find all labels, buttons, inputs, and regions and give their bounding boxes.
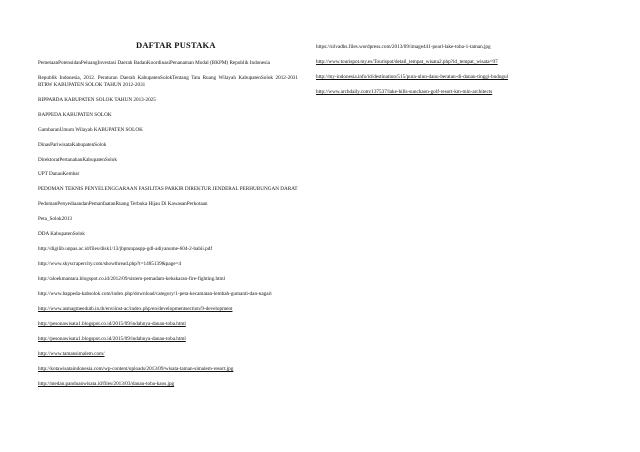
reference-entry: Republik Indonesia, 2012. Peraturan Daerah KabupatenSolokTentang Tata Ruang Wilayah KabupatenSolok 2012-2031 RTRW KABUPATEN SOLOK TAHUN 2012-2031 (38, 74, 298, 88)
reference-entry: http://aloekmantara.blogspot.co.id/2012/09/sistem-pemadam-kebakaran-fire-fighting.html (38, 276, 225, 283)
reference-link[interactable]: http://pesonawisata1.blogspot.co.id/2015/09/indahnya-danau-toba.html (38, 321, 186, 328)
left-reference-column (38, 60, 298, 396)
reference-link[interactable]: http://www.tourispot.my.es/Tourispot/detail_tempat_wisata2.php?id_tempat_wisata=97 (316, 58, 498, 65)
reference-entry: PedomanPenyediaandanPemanfaatanRuang Terbuka Hijau Di KawasanPerkotaan (38, 201, 208, 208)
reference-entry: http://digilib.unpas.ac.id/files/disk1/13/jbptunpaspp-gdl-adiyanume-604-2-babii.pdf (38, 246, 213, 253)
reference-link[interactable]: http://www.tamansimalem.com/ (38, 351, 105, 358)
reference-link[interactable]: http://medan.panduanwisata.id/files/2013/03/danau-toba-kaos.jpg (38, 381, 175, 388)
right-reference-column (316, 44, 616, 104)
reference-link[interactable]: http://my-indonesia.info/id/destination/515/pura-ulun-danu-beratan-di-danau-tinggi-budugul (316, 73, 509, 80)
reference-entry: DirektoratPertanahanKabupatenSolok (38, 156, 117, 163)
reference-entry: GambaranUmum Wilayah KABUPATEN SOLOK (38, 126, 143, 133)
reference-entry: PEDOMAN TEKNIS PENYELENGGARAAN FASILITAS PARKIR DIREKTUR JENDERAL PERHUBUNGAN DARAT (38, 186, 298, 193)
reference-entry: Peta_Solok2013 (38, 216, 73, 223)
reference-entry: http://www.bappeda-kabsolok.com/index.php/download/category/1-peta-kecamatan-lembah-gumanti-dan-nagari (38, 291, 272, 298)
reference-link[interactable]: http://kotawisataindonesia.com/wp-content/uploads/2013/09/wisata-taman-simalem-resort.jpg (38, 366, 234, 373)
reference-entry: http://www.skyscrapercity.com/showthread.php?t=1485139&page=4 (38, 261, 182, 268)
reference-entry: BAPPEDA KABUPATEN SOLOK (38, 111, 112, 118)
reference-entry: DinasPariwisataKabupatenSolok (38, 141, 107, 148)
reference-entry: UPT DanauKembar (38, 171, 80, 178)
reference-entry: https://silvadhs.files.wordpress.com/2013/09/image441-pearl-lake-toba-1-taman.jpg (316, 44, 491, 50)
page-title: DAFTAR PUSTAKA (136, 40, 216, 50)
reference-link[interactable]: http://www.asmagmeedutb.in.th/enviinst-ac/index.php/en/developmentsection/9-development (38, 306, 233, 313)
reference-entry: PemetaanPotensidanPeluangInvestasi Daerah BadanKoordinasiPenanaman Modal (BKPM) Republik Indonesia (38, 60, 270, 66)
reference-link[interactable]: http://www.archdaily.com/137537/lake-hills-sunchaon-golf-resort-km-min-architects (316, 88, 493, 95)
reference-entry: RIPPARDA KABUPATEN SOLOK TAHUN 2013-2025 (38, 96, 156, 103)
reference-entry: DDA KabupatenSolok (38, 231, 85, 238)
reference-link[interactable]: http://pesonawisata1.blogspot.co.id/2015/09/indahnya-danau-toba.html (38, 336, 186, 343)
